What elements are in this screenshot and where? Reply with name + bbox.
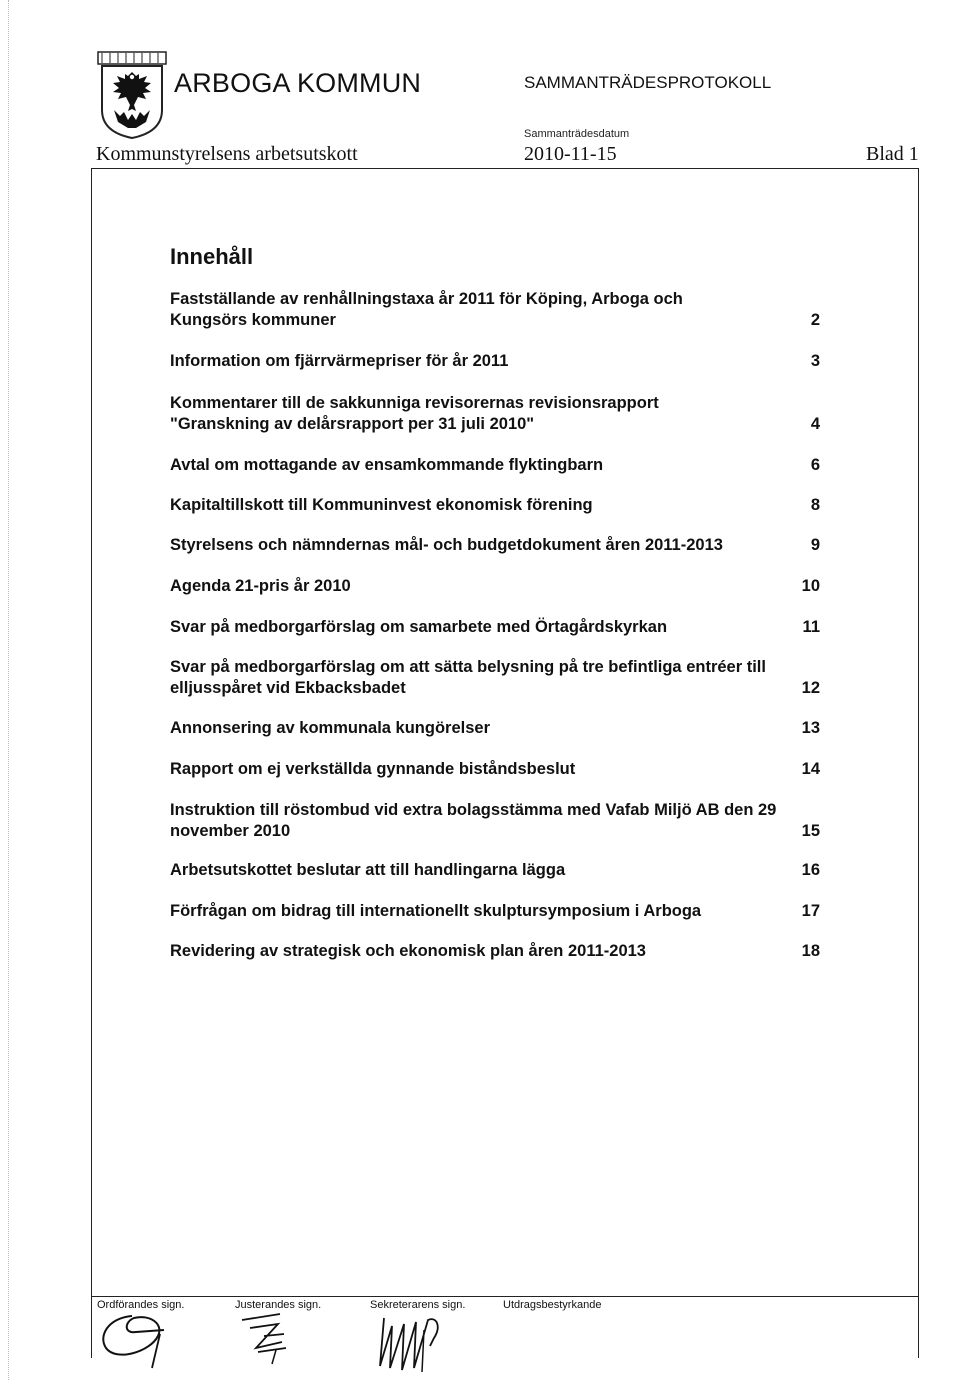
secretary-signature [370, 1306, 480, 1376]
contents-title: Innehåll [170, 244, 254, 269]
document-type: SAMMANTRÄDESPROTOKOLL [524, 73, 772, 92]
adjuster-signature-label: Justerandes sign. [235, 1299, 322, 1311]
toc-item [170, 535, 820, 556]
toc-item [170, 759, 820, 780]
toc-item-page: 15 [801, 822, 820, 840]
chair-signature-label: Ordförandes sign. [97, 1299, 185, 1311]
scan-edge [0, 0, 9, 1380]
toc-item-title: Rapport om ej verkställda gynnande biståndsbeslut [170, 760, 576, 778]
coat-of-arms-icon [96, 50, 168, 140]
toc-item [170, 495, 820, 516]
secretary-signature-label: Sekreterarens sign. [370, 1299, 466, 1311]
toc-item-page: 2 [810, 311, 820, 329]
toc-item-page: 11 [802, 618, 820, 636]
toc-item-title: Agenda 21-pris år 2010 [170, 577, 351, 595]
toc-item [170, 576, 820, 597]
toc-item-page: 9 [810, 536, 820, 554]
toc-item-title: Avtal om mottagande av ensamkommande flyktingbarn [170, 456, 604, 474]
toc-item [170, 800, 820, 842]
toc-item-title: Fastställande av renhållningstaxa år 2011 för Köping, Arboga och Kungsörs kommuner [170, 290, 683, 329]
toc-item [170, 351, 820, 372]
toc-item-title: Kommentarer till de sakkunniga revisorernas revisionsrapport "Granskning av delårsrapport per 31 juli 2010" [170, 394, 659, 433]
toc-item-title: Kapitaltillskott till Kommuninvest ekonomisk förening [170, 496, 593, 514]
toc-item-title: Styrelsens och nämndernas mål- och budgetdokument åren 2011-2013 [170, 536, 723, 554]
toc-item-page: 17 [801, 902, 820, 920]
toc-item-page: 18 [801, 942, 820, 960]
toc-item-page: 4 [810, 415, 820, 433]
organization-name: ARBOGA KOMMUN [174, 68, 422, 98]
meeting-date-label: Sammanträdesdatum [524, 128, 630, 140]
toc-item-page: 10 [801, 577, 820, 595]
toc-item-title: Instruktion till röstombud vid extra bolagsstämma med Vafab Miljö AB den 29 november 2010 [170, 801, 777, 840]
toc-item-title: Förfrågan om bidrag till internationellt skulptursymposium i Arboga [170, 902, 702, 920]
toc-item [170, 289, 820, 331]
toc-item-title: Svar på medborgarförslag om samarbete med Örtagårdskyrkan [170, 618, 668, 636]
extract-certification-label: Utdragsbestyrkande [503, 1299, 602, 1311]
toc-item [170, 901, 820, 922]
adjuster-signature [236, 1306, 306, 1366]
toc-item [170, 718, 820, 739]
toc-item-page: 8 [810, 496, 820, 514]
committee-name: Kommunstyrelsens arbetsutskott [96, 143, 358, 165]
toc-item [170, 455, 820, 476]
toc-item [170, 393, 820, 435]
chair-signature [94, 1306, 184, 1376]
toc-item-title: Arbetsutskottet beslutar att till handlingarna lägga [170, 861, 566, 879]
toc-item-title: Annonsering av kommunala kungörelser [170, 719, 490, 737]
toc-item-title: Svar på medborgarförslag om att sätta belysning på tre befintliga entréer till elljusspåret vid Ekbacksbadet [170, 658, 766, 697]
meeting-date: 2010-11-15 [524, 143, 617, 165]
toc-item-page: 3 [810, 352, 820, 370]
toc-item-title: Information om fjärrvärmepriser för år 2011 [170, 352, 509, 370]
toc-item-page: 12 [801, 679, 820, 697]
page-number: Blad 1 [866, 143, 919, 165]
toc-item [170, 657, 820, 699]
toc-item-page: 14 [801, 760, 820, 778]
toc-item [170, 860, 820, 881]
toc-item [170, 617, 820, 638]
toc-item-page: 6 [810, 456, 820, 474]
toc-item-page: 16 [801, 861, 820, 879]
toc-item-page: 13 [801, 719, 820, 737]
toc-item [170, 941, 820, 962]
toc-item-title: Revidering av strategisk och ekonomisk plan åren 2011-2013 [170, 942, 646, 960]
